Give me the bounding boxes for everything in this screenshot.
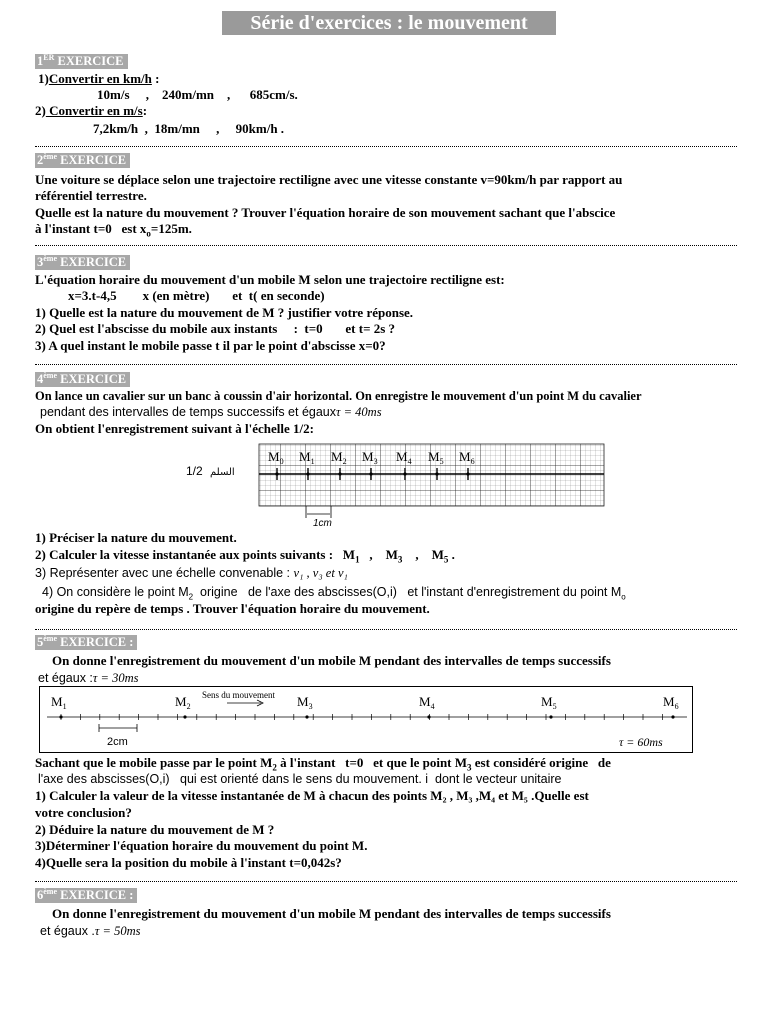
exercise-6-heading xyxy=(35,888,137,903)
exercise-label: EXERCICE xyxy=(57,372,127,386)
exercise-number: 6 xyxy=(37,888,44,902)
point-dot xyxy=(306,472,309,475)
ex2-subscript: o xyxy=(146,228,151,239)
exercise-label: EXERCICE xyxy=(57,255,127,269)
ex2-line-3: Quelle est la nature du mouvement ? Trouver l'équation horaire de son mouvement sachant que l'abscice xyxy=(35,205,616,220)
separator xyxy=(35,629,737,630)
point-dot xyxy=(403,472,406,475)
point-label-m6: $M_6$ xyxy=(663,694,679,711)
ex5-line-3-sub2: 3 xyxy=(467,762,472,773)
ex2-line-4-text: à l'instant t=0 est x xyxy=(35,221,147,236)
ex6-line-2-text: et égaux . xyxy=(40,924,95,938)
ex1-q1 xyxy=(38,71,159,87)
exercise-sup: ème xyxy=(43,887,58,896)
ex4-q2-text: 2) Calculer la vitesse instantanée aux points suivants : M xyxy=(35,547,356,562)
ex4-q4-text: 4) On considère le point M xyxy=(42,585,189,599)
exercise-1-heading xyxy=(35,54,128,69)
ex6-line-1: On donne l'enregistrement du mouvement d'un mobile M pendant des intervalles de temps successifs xyxy=(52,906,611,921)
ex3-equation: x=3.t-4,5 x (en mètre) et t( en seconde) xyxy=(68,288,325,303)
ex1-q1-label: Convertir en km/h xyxy=(48,71,152,86)
ex3-line-1: L'équation horaire du mouvement d'un mobile M selon une trajectoire rectiligne est: xyxy=(35,272,505,287)
page-title: Série d'exercices : le mouvement xyxy=(222,11,556,35)
ex1-q1-colon: : xyxy=(151,71,160,86)
ex4-q2-m3: , M xyxy=(359,547,398,562)
ex4-q2-sub5: 5 xyxy=(443,554,449,565)
exercise-number: 4 xyxy=(37,372,44,386)
exercise-sup: ème xyxy=(43,254,58,263)
scale-arabic: السلم xyxy=(210,467,235,478)
ex5-line-3-sub: 2 xyxy=(272,762,277,773)
ex1-q1-values: 10m/s , 240m/mn , 685cm/s. xyxy=(97,87,298,102)
point-label-m5: $M_5$ xyxy=(541,694,557,711)
point-dot xyxy=(671,715,674,718)
point-label-m1: $M_1$ xyxy=(299,449,315,466)
ex4-q4-text-2: origine de l'axe des abscisses(O,i) et l'instant d'enregistrement du point M xyxy=(193,585,622,599)
ex5-line-4: l'axe des abscisses(O,i) qui est orienté dans le sens du mouvement. i dont le vecteur unitaire xyxy=(38,772,562,786)
ex4-q4-sub: 2 xyxy=(188,592,194,602)
figure-tau-label: τ = 60ms xyxy=(619,735,663,749)
ex4-q2-m5: , M xyxy=(402,547,444,562)
ex4-line-2 xyxy=(40,404,382,420)
exercise-3-heading xyxy=(35,255,130,270)
ex1-q2-label: Convertir en m/s xyxy=(45,103,143,118)
exercise-number: 3 xyxy=(37,255,44,269)
recording-figure-1 xyxy=(180,440,610,532)
point-label-m6: $M_6$ xyxy=(459,449,475,466)
point-dot xyxy=(549,715,552,718)
ex3-question-1: 1) Quelle est la nature du mouvement de M ? justifier votre réponse. xyxy=(35,305,414,320)
exercise-label: EXERCICE xyxy=(54,54,124,68)
figure-frame xyxy=(40,687,693,753)
exercise-5-heading xyxy=(35,635,137,650)
ex4-q2-end: . xyxy=(448,547,455,562)
ex2-line-1: Une voiture se déplace selon une trajectoire rectiligne avec une vitesse constante v=90km/h par rapport au xyxy=(35,172,623,187)
exercise-label: EXERCICE xyxy=(57,153,127,167)
separator xyxy=(35,245,737,246)
point-label-m3: $M_3$ xyxy=(297,694,313,711)
point-label-m1: $M_1$ xyxy=(51,694,67,711)
exercise-label: EXERCICE : xyxy=(57,888,134,902)
ex4-q2-sub3: 3 xyxy=(397,554,403,565)
ex5-line-2 xyxy=(38,670,138,686)
ex4-tau: τ = 40ms xyxy=(336,405,382,419)
point-label-m2: $M_2$ xyxy=(331,449,347,466)
exercise-label: EXERCICE : xyxy=(57,635,134,649)
ex1-q2-values: 7,2km/h , 18m/mn , 90km/h . xyxy=(93,121,285,136)
ex5-question-2: 2) Déduire la nature du mouvement de M ? xyxy=(35,822,275,837)
point-dot xyxy=(427,715,430,718)
point-dot xyxy=(59,715,62,718)
exercise-sup: ème xyxy=(43,371,58,380)
scale-label: 1/2 xyxy=(186,464,203,478)
exercise-sup: ER xyxy=(43,53,55,62)
ex2-line-4-end: =125m. xyxy=(150,221,192,236)
ex2-line-4 xyxy=(35,221,192,242)
recording-figure-2 xyxy=(39,686,694,754)
ex5-question-1: 1) Calculer la valeur de la vitesse instantanée de M à chacun des points M₂ , M₃ ,M₄ et M₅ .Quelle est xyxy=(35,788,589,803)
ex5-question-1-cont: votre conclusion? xyxy=(35,805,132,820)
ex4-line-2-text: pendant des intervalles de temps successifs et égaux xyxy=(40,405,337,419)
exercise-number: 2 xyxy=(37,153,44,167)
point-dot xyxy=(305,715,308,718)
exercise-2-heading xyxy=(35,153,130,168)
direction-label: Sens du mouvement xyxy=(202,690,275,700)
separator xyxy=(35,881,737,882)
point-dot xyxy=(369,472,372,475)
ex5-tau: τ = 30ms xyxy=(92,671,139,685)
ex4-q2-sub1: 1 xyxy=(355,554,360,565)
ex1-q2-num: 2) xyxy=(35,103,46,118)
ex4-question-3 xyxy=(35,565,348,581)
ex4-line-1: On lance un cavalier sur un banc à coussin d'air horizontal. On enregistre le mouvement d'un point M du cavalier xyxy=(35,389,642,403)
ex1-q1-num: 1) xyxy=(38,71,49,86)
ex5-line-3-text-3: est considéré origine de xyxy=(471,755,611,770)
exercise-number: 5 xyxy=(37,635,44,649)
ex3-question-2: 2) Quel est l'abscisse du mobile aux instants : t=0 et t= 2s ? xyxy=(35,321,396,336)
ex1-q2 xyxy=(35,103,147,119)
ex5-line-3-text-2: à l'instant t=0 et que le point M xyxy=(276,755,468,770)
ex5-question-4: 4)Quelle sera la position du mobile à l'instant t=0,042s? xyxy=(35,855,342,870)
ex5-line-2-text: et égaux : xyxy=(38,671,93,685)
point-dot xyxy=(338,472,341,475)
ex5-line-1: On donne l'enregistrement du mouvement d'un mobile M pendant des intervalles de temps successifs xyxy=(52,653,611,668)
ex4-question-1: 1) Préciser la nature du mouvement. xyxy=(35,530,237,545)
exercise-sup: ème xyxy=(43,152,58,161)
separator xyxy=(35,364,737,365)
scale-cm-label: 2cm xyxy=(107,736,128,748)
point-label-m4: $M_4$ xyxy=(396,449,412,466)
point-label-m3: $M_3$ xyxy=(362,449,378,466)
separator xyxy=(35,146,737,147)
point-dot xyxy=(183,715,186,718)
point-label-m5: $M_5$ xyxy=(428,449,444,466)
exercise-4-heading xyxy=(35,372,130,387)
ex5-line-3-text: Sachant que le mobile passe par le point M xyxy=(35,755,273,770)
ex4-question-4-cont: origine du repère de temps . Trouver l'équation horaire du mouvement. xyxy=(35,601,430,616)
ex2-line-2: référentiel terrestre. xyxy=(35,188,147,203)
exercise-number: 1 xyxy=(37,54,44,68)
ex5-question-3: 3)Déterminer l'équation horaire du mouvement du point M. xyxy=(35,838,368,853)
ex4-q3-text: 3) Représenter avec une échelle convenable : xyxy=(35,566,291,580)
ex6-line-2 xyxy=(40,923,140,939)
point-label-m0: $M_0$ xyxy=(268,449,284,466)
ex1-q2-colon: : xyxy=(142,103,148,118)
ex4-line-3: On obtient l'enregistrement suivant à l'échelle 1/2: xyxy=(35,421,314,436)
point-label-m4: $M_4$ xyxy=(419,694,435,711)
ex3-question-3: 3) A quel instant le mobile passe t il par le point d'abscisse x=0? xyxy=(35,338,386,353)
point-dot xyxy=(275,472,278,475)
ex4-q4-sub2: o xyxy=(621,592,626,602)
point-dot xyxy=(435,472,438,475)
exercise-sup: ème xyxy=(43,634,58,643)
scale-cm-label: 1cm xyxy=(313,518,332,529)
ex6-tau: τ = 50ms xyxy=(94,924,141,938)
point-dot xyxy=(466,472,469,475)
ex4-q3-vectors: v₁ , v₃ et v₁ xyxy=(293,566,348,580)
point-label-m2: $M_2$ xyxy=(175,694,191,711)
